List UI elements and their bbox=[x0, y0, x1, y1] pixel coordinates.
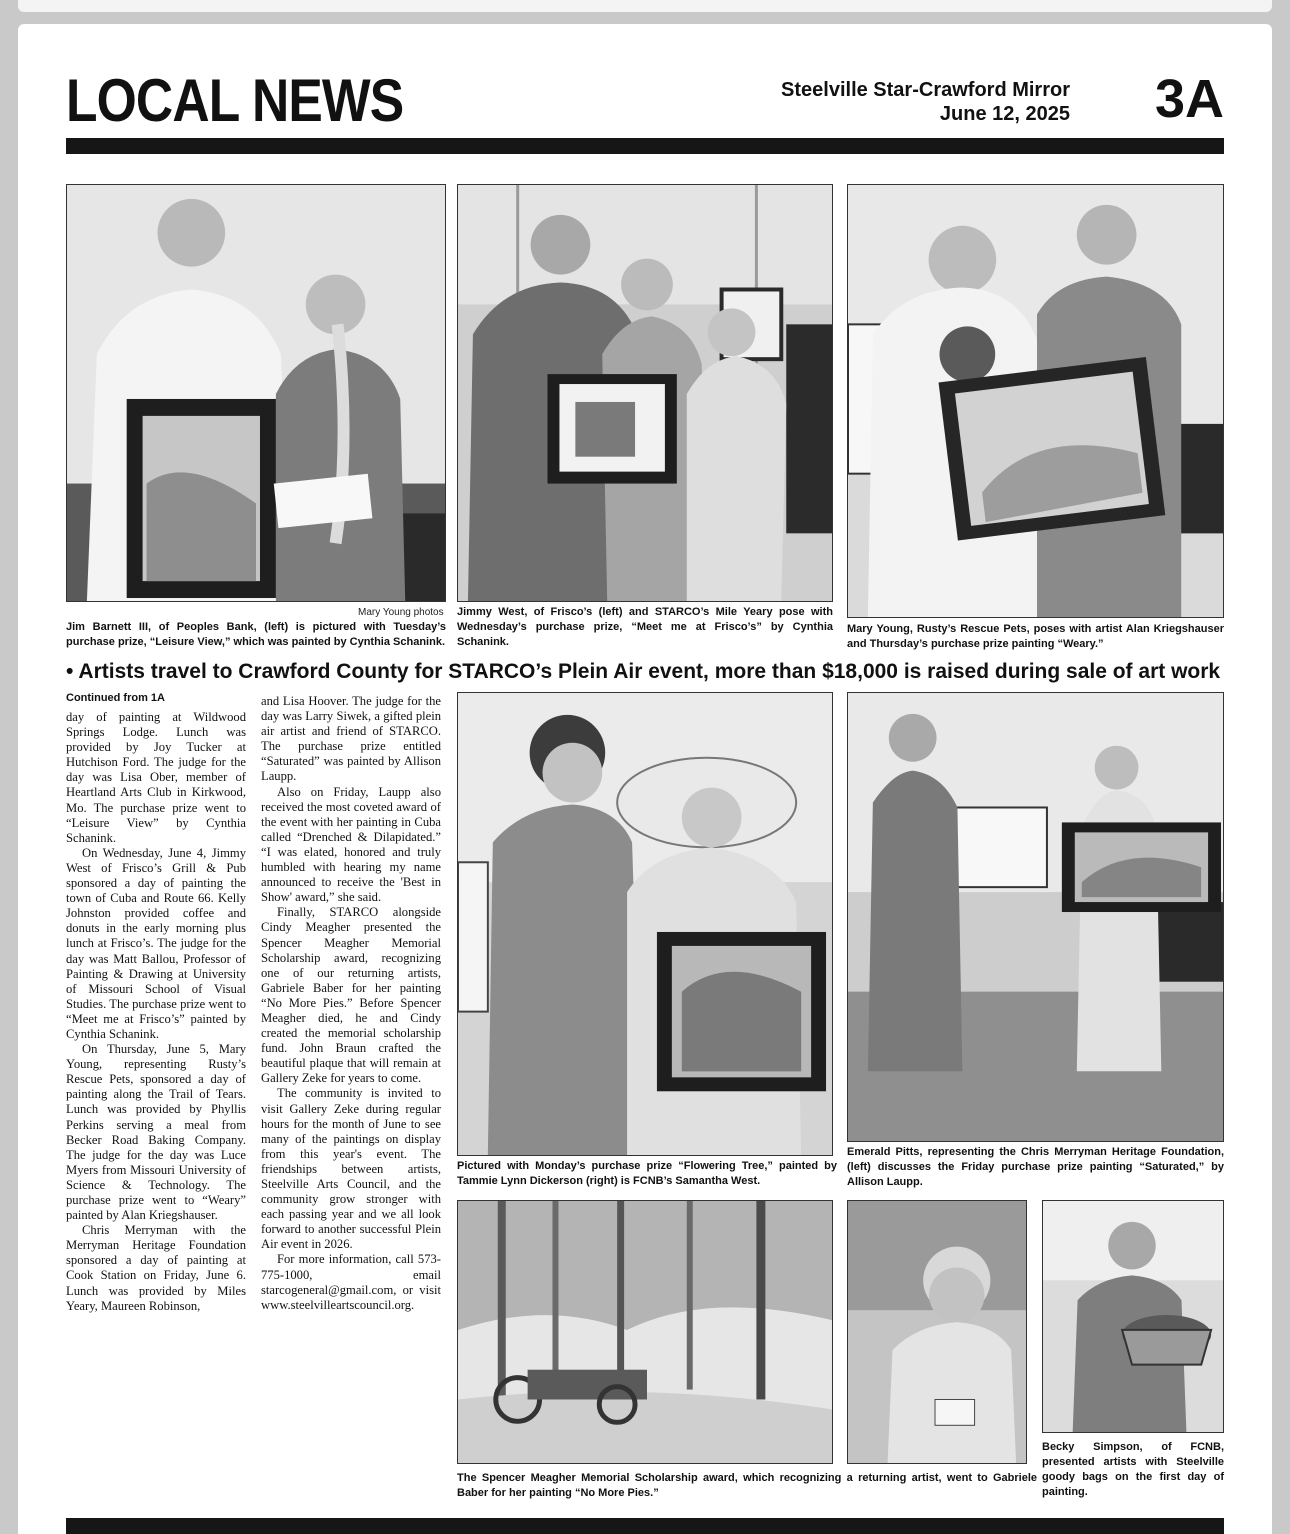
header-rule bbox=[66, 138, 1224, 154]
caption-photo-8: Becky Simpson, of FCNB, presented artists with Steelville goody bags on the first day of painting. bbox=[1042, 1441, 1224, 1498]
article-column-2 bbox=[261, 694, 441, 1313]
paragraph: Also on Friday, Laupp also received the most coveted award of the event with her painting in Cuba called “Drenched & Dilapidated.” “I was elated, honored and truly humbled with hearing my name announced to receive the 'Best in Show' award,” she said. bbox=[261, 784, 441, 905]
issue-date: June 12, 2025 bbox=[939, 103, 1070, 125]
paragraph: and Lisa Hoover. The judge for the day was Larry Siwek, a gifted plein air artist and friend of STARCO. The purchase prize entitled “Saturated” was painted by Allison Laupp. bbox=[261, 694, 441, 784]
caption-photo-6: The Spencer Meagher Memorial Scholarship award, which recognizing a returning artist, went to Gabriele Baber for her painting “No More Pies.” bbox=[457, 1472, 1037, 1499]
section-title: LOCAL NEWS bbox=[66, 67, 404, 134]
paragraph: The community is invited to visit Gallery Zeke during regular hours for the month of June to see many of the paintings on display from this year's event. The friendships between artists, Steelville Arts Council, and the community grow stronger with each passing year and we all look forward to another successful Plein Air event in 2026. bbox=[261, 1086, 441, 1252]
caption-photo-3: Mary Young, Rusty’s Rescue Pets, poses with artist Alan Kriegshauser and Thursday’s purchase prize painting “Weary.” bbox=[847, 623, 1224, 650]
photo-jimmy-west bbox=[457, 184, 833, 602]
footer-rule bbox=[66, 1518, 1224, 1534]
paper-info bbox=[781, 78, 1070, 126]
caption-photo-5: Emerald Pitts, representing the Chris Merryman Heritage Foundation, (left) discusses the Friday purchase prize painting “Saturated,” by Allison Laupp. bbox=[847, 1146, 1224, 1188]
paper-name: Steelville Star-Crawford Mirror bbox=[781, 79, 1070, 101]
photo-flowering-tree bbox=[457, 692, 833, 1156]
photo-no-more-pies bbox=[457, 1200, 833, 1464]
caption-photo-4: Pictured with Monday’s purchase prize “Flowering Tree,” painted by Tammie Lynn Dickerson (right) is FCNB’s Samantha West. bbox=[457, 1160, 837, 1187]
photo-jim-barnett bbox=[66, 184, 446, 602]
paragraph: day of painting at Wildwood Springs Lodge. Lunch was provided by Joy Tucker at Hutchison Ford. The judge for the day was Lisa Ober, member of Heartland Arts Club in Kirkwood, Mo. The purchase prize went to “Leisure View” by Cynthia Schanink. bbox=[66, 710, 246, 845]
photo-emerald-pitts bbox=[847, 692, 1224, 1142]
previous-page-edge bbox=[18, 0, 1272, 12]
article-headline: • Artists travel to Crawford County for STARCO’s Plein Air event, more than $18,000 is raised during sale of art work bbox=[66, 660, 1221, 683]
caption-photo-1: Jim Barnett III, of Peoples Bank, (left) is pictured with Tuesday’s purchase prize, “Leisure View,” which was painted by Cynthia Schanink. bbox=[66, 621, 446, 648]
continued-from: Continued from 1A bbox=[66, 692, 165, 704]
photo-mary-young bbox=[847, 184, 1224, 618]
photo-artist-portrait bbox=[847, 1200, 1027, 1464]
article-column-1 bbox=[66, 710, 246, 1314]
paragraph: On Wednesday, June 4, Jimmy West of Frisco’s Grill & Pub sponsored a day of painting the town of Cuba and Route 66. Kelly Johnston provided coffee and donuts in the early morning plus lunch at Frisco’s. The judge for the day was Matt Ballou, Professor of Painting & Drawing at University of Missouri School of Visual Studies. The purchase prize went to “Meet me at Frisco’s” painted by Cynthia Schanink. bbox=[66, 845, 246, 1041]
paragraph: On Thursday, June 5, Mary Young, representing Rusty’s Rescue Pets, sponsored a day of painting along the Trail of Tears. Lunch was provided by Phyllis Perkins serving a meal from Becker Road Baking Company. The judge for the day was Luce Myers from Missouri University of Science & Technology. The purchase prize went to “Weary” painted by Alan Kriegshauser. bbox=[66, 1042, 246, 1223]
caption-photo-2: Jimmy West, of Frisco’s (left) and STARCO’s Mile Yeary pose with Wednesday’s purchase prize, “Meet me at Frisco’s” by Cynthia Schanink. bbox=[457, 606, 833, 648]
paragraph: Finally, STARCO alongside Cindy Meagher presented the Spencer Meagher Memorial Scholarship award, recognizing one of our returning artists, Gabriele Baber for her painting “No More Pies.” Before Spencer Meagher died, he and Cindy created the memorial scholarship fund. John Braun crafted the beautiful plaque that will remain at Gallery Zeke for years to come. bbox=[261, 905, 441, 1086]
page-number: 3A bbox=[1154, 69, 1224, 129]
paragraph: Chris Merryman with the Merryman Heritage Foundation sponsored a day of painting at Cook Station on Friday, June 6. Lunch was provided by Miles Yeary, Maureen Robinson, bbox=[66, 1223, 246, 1313]
photo-credit: Mary Young photos bbox=[358, 607, 444, 618]
paragraph: For more information, call 573-775-1000, email starcogeneral@gmail.com, or visit www.steelvilleartscouncil.org. bbox=[261, 1252, 441, 1312]
photo-becky-simpson bbox=[1042, 1200, 1224, 1433]
